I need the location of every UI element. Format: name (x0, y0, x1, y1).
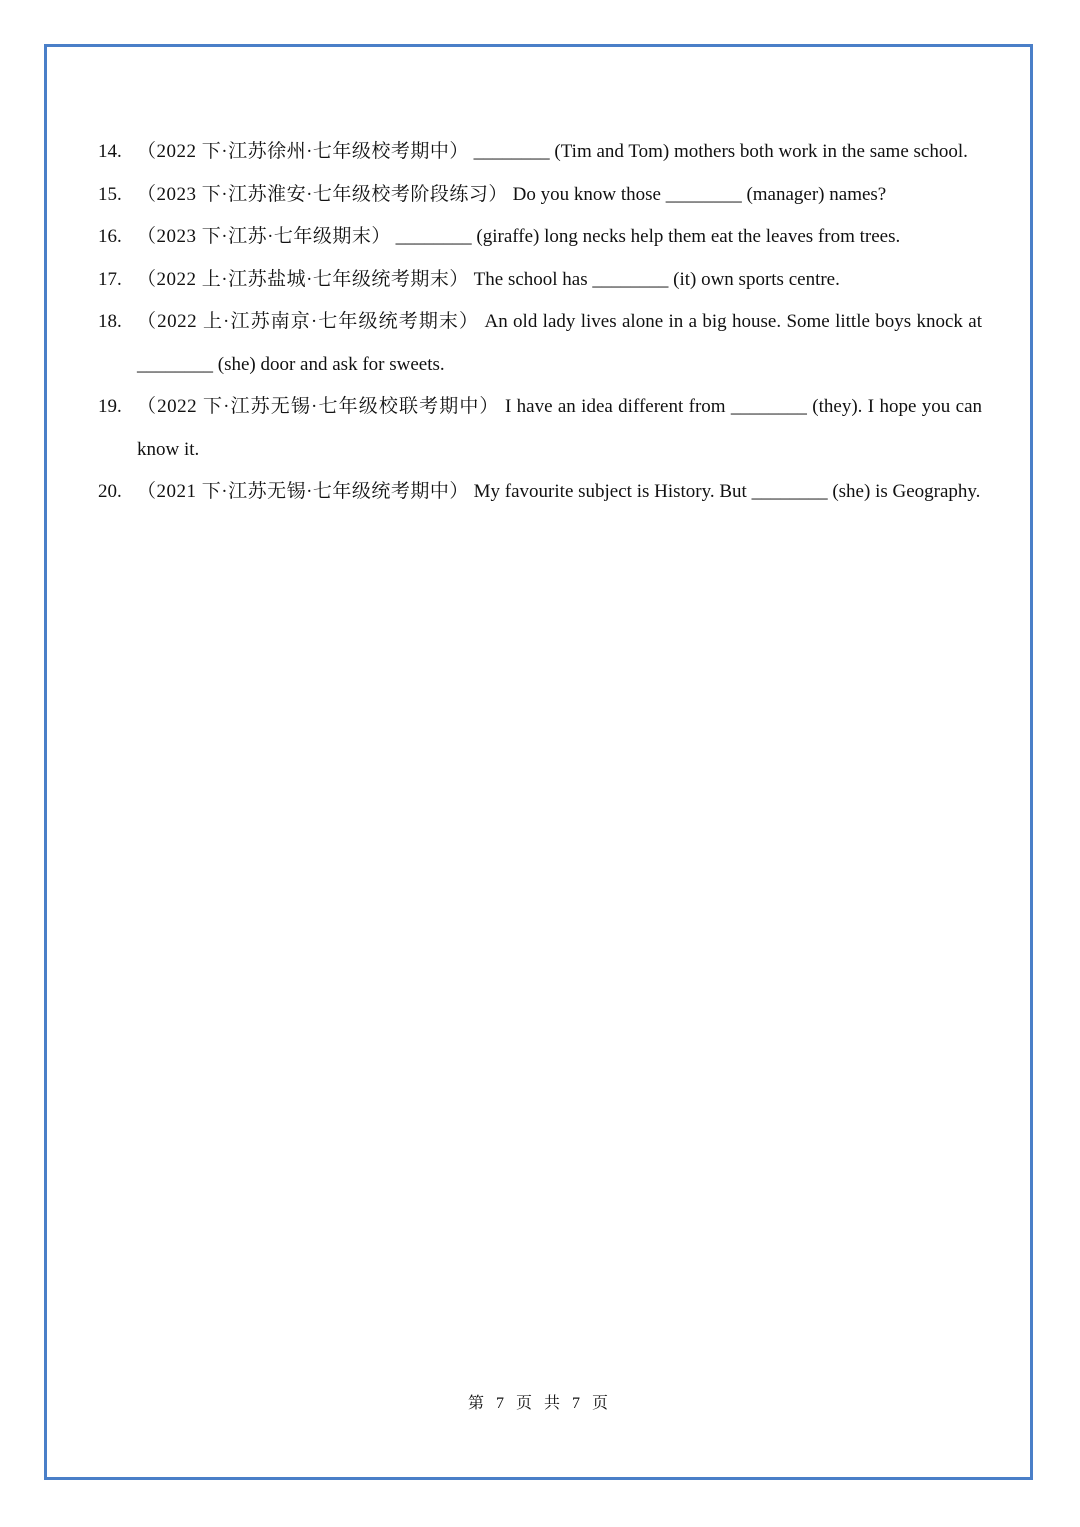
question-number: 19. (98, 396, 122, 417)
question-number: 14. (98, 141, 122, 162)
question-source: （2022 下·江苏徐州·七年级校考期中） (137, 141, 469, 162)
question-source: （2022 上·江苏盐城·七年级统考期末） (137, 268, 469, 290)
question-list (98, 131, 982, 514)
question-text: My favourite subject is History. But ________ (she) is Geography. (473, 481, 981, 502)
question-text: Do you know those ________ (manager) names? (512, 183, 887, 205)
page-footer: 第 7 页 共 7 页 (467, 1395, 612, 1412)
question-text: ________ (Tim and Tom) mothers both work in the same school. (473, 141, 968, 162)
question-text: The school has ________ (it) own sports centre. (473, 268, 840, 290)
question-source: （2023 下·江苏·七年级期末） (137, 226, 391, 247)
question-source: （2021 下·江苏无锡·七年级统考期中） (137, 481, 469, 502)
question-20 (98, 471, 982, 514)
question-14 (98, 131, 982, 174)
question-18 (98, 301, 982, 386)
question-source: （2022 下·江苏无锡·七年级校联考期中） (137, 396, 500, 417)
question-text: I have an idea different from ________ (they). I hope you can know it. (137, 396, 983, 460)
question-17 (98, 259, 982, 302)
question-number: 15. (98, 183, 122, 205)
question-number: 18. (98, 311, 122, 332)
question-source: （2022 上·江苏南京·七年级统考期末） (137, 311, 480, 332)
question-number: 17. (98, 268, 122, 290)
question-source: （2023 下·江苏淮安·七年级校考阶段练习） (137, 183, 508, 205)
question-16 (98, 216, 982, 259)
question-text: An old lady lives alone in a big house. Some little boys knock at ________ (she) door and ask for sweets. (137, 311, 982, 375)
question-number: 20. (98, 481, 122, 502)
question-number: 16. (98, 226, 122, 247)
question-text: ________ (giraffe) long necks help them eat the leaves from trees. (395, 226, 901, 247)
question-19 (98, 386, 982, 471)
question-15 (98, 174, 982, 217)
